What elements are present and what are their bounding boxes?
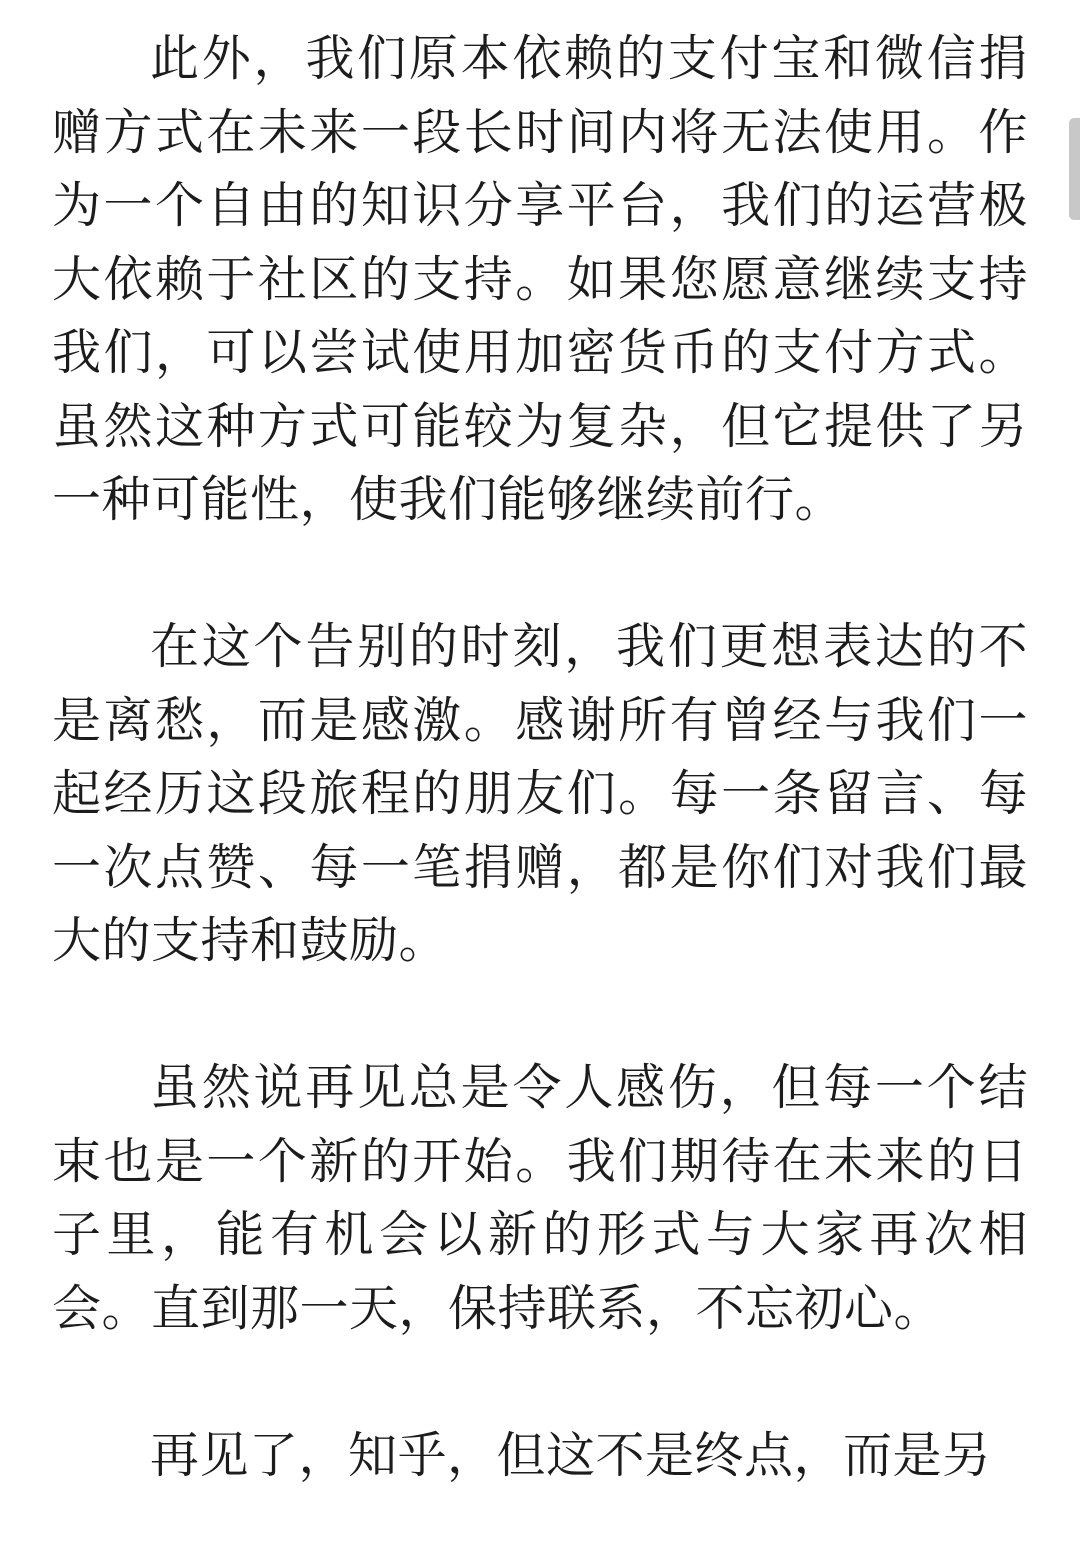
scrollbar-thumb[interactable] — [1069, 118, 1080, 220]
paragraph-partial: 再见了，知乎，但这不是终点，而是另 — [150, 1426, 992, 1484]
article-body — [52, 22, 1028, 1566]
paragraph-gratitude: 在这个告别的时刻，我们更想表达的不是离愁，而是感激。感谢所有曾经与我们一起经历这段旅程的朋友们。每一条留言、每一次点赞、每一笔捐赠，都是你们对我们最大的支持和鼓励。 — [52, 618, 1028, 969]
paragraph-farewell: 虽然说再见总是令人感伤，但每一个结束也是一个新的开始。我们期待在未来的日子里，能有机会以新的形式与大家再次相会。直到那一天，保持联系，不忘初心。 — [52, 1059, 1028, 1337]
paragraph-donation-methods: 此外，我们原本依赖的支付宝和微信捐赠方式在未来一段长时间内将无法使用。作为一个自由的知识分享平台，我们的运营极大依赖于社区的支持。如果您愿意继续支持我们，可以尝试使用加密货币的支付方式。虽然这种方式可能较为复杂，但它提供了另一种可能性，使我们能够继续前行。 — [52, 30, 1028, 528]
